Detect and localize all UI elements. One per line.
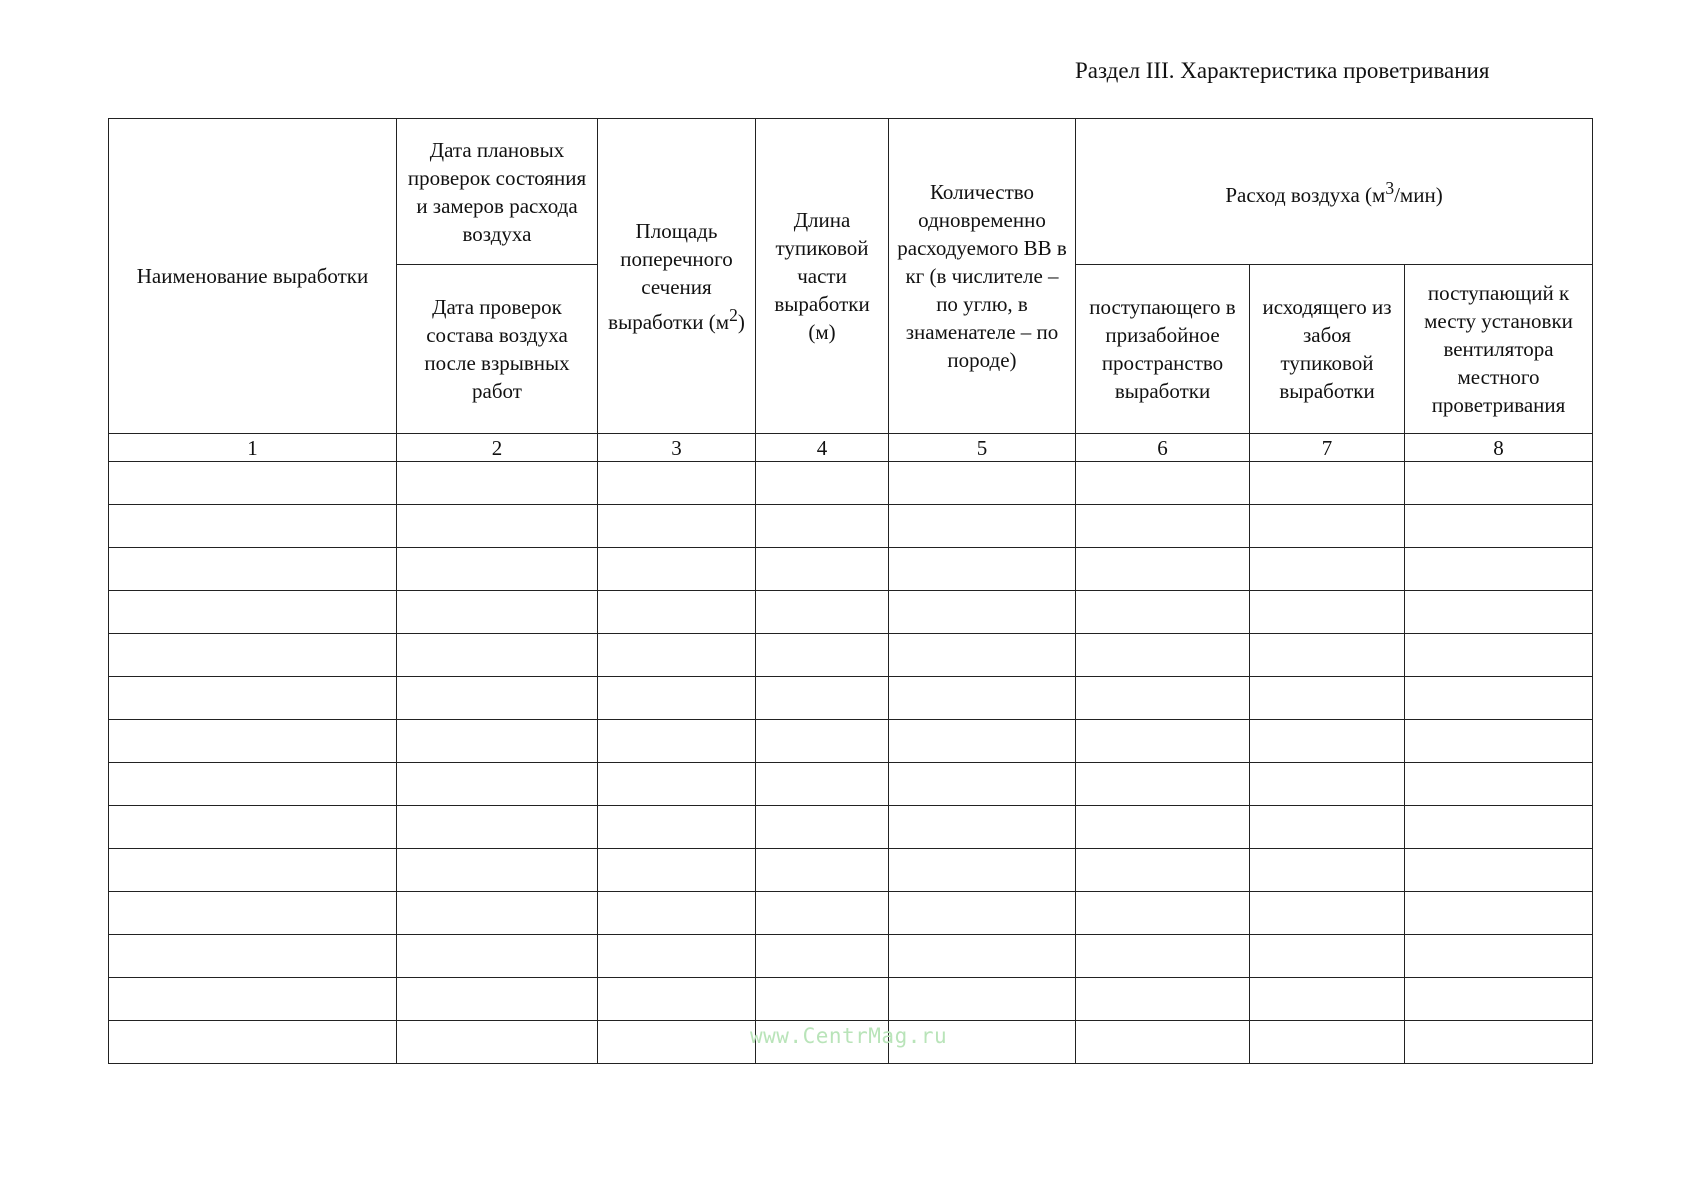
table-cell[interactable] <box>1250 763 1405 806</box>
table-cell[interactable] <box>109 591 397 634</box>
table-row <box>109 505 1593 548</box>
table-cell[interactable] <box>109 462 397 505</box>
table-cell[interactable] <box>1076 892 1250 935</box>
table-cell[interactable] <box>756 935 889 978</box>
table-cell[interactable] <box>756 634 889 677</box>
table-cell[interactable] <box>889 505 1076 548</box>
table-cell[interactable] <box>109 720 397 763</box>
table-row <box>109 462 1593 505</box>
table-cell[interactable] <box>1405 892 1593 935</box>
table-cell[interactable] <box>889 892 1076 935</box>
table-cell[interactable] <box>1250 462 1405 505</box>
table-cell[interactable] <box>756 978 889 1021</box>
table-row <box>109 849 1593 892</box>
table-cell[interactable] <box>889 462 1076 505</box>
header-working-name: Наименование выработки <box>109 119 397 434</box>
column-number: 5 <box>889 434 1076 462</box>
ventilation-table <box>108 118 1593 1064</box>
column-number: 7 <box>1250 434 1405 462</box>
table-cell[interactable] <box>109 548 397 591</box>
header-planned-checks-date: Дата плановых проверок состояния и замеров расхода воздуха <box>397 119 598 265</box>
table-cell[interactable] <box>1076 935 1250 978</box>
table-cell[interactable] <box>756 462 889 505</box>
table-cell[interactable] <box>109 634 397 677</box>
table-cell[interactable] <box>1076 548 1250 591</box>
table-cell[interactable] <box>109 935 397 978</box>
cross-section-label: Площадь поперечного сечения выработки (м <box>608 218 733 334</box>
table-cell[interactable] <box>397 720 598 763</box>
table-cell[interactable] <box>598 935 756 978</box>
table-cell[interactable] <box>889 720 1076 763</box>
table-cell[interactable] <box>1076 763 1250 806</box>
table-cell[interactable] <box>109 505 397 548</box>
column-number: 1 <box>109 434 397 462</box>
table-cell[interactable] <box>1250 1021 1405 1064</box>
table-cell[interactable] <box>109 806 397 849</box>
table-cell[interactable] <box>598 978 756 1021</box>
table-cell[interactable] <box>397 763 598 806</box>
header-air-incoming-face: поступающего в призабойное пространство выработки <box>1076 265 1250 434</box>
table-row <box>109 677 1593 720</box>
table-cell[interactable] <box>889 763 1076 806</box>
table-cell[interactable] <box>1405 978 1593 1021</box>
table-cell[interactable] <box>397 462 598 505</box>
table-cell[interactable] <box>1250 892 1405 935</box>
table-cell[interactable] <box>109 763 397 806</box>
table-cell[interactable] <box>1250 634 1405 677</box>
table-row <box>109 978 1593 1021</box>
table-cell[interactable] <box>1250 548 1405 591</box>
table-cell[interactable] <box>1405 634 1593 677</box>
air-flow-close: /мин) <box>1394 183 1443 207</box>
table-cell[interactable] <box>598 763 756 806</box>
header-explosives-amount: Количество одновременно расходуемого ВВ в кг (в числителе – по углю, в знаменателе – по породе) <box>889 119 1076 434</box>
table-cell[interactable] <box>1076 849 1250 892</box>
table-cell[interactable] <box>1405 806 1593 849</box>
table-cell[interactable] <box>1250 505 1405 548</box>
table-cell[interactable] <box>1250 935 1405 978</box>
table-cell[interactable] <box>397 978 598 1021</box>
table-cell[interactable] <box>1405 591 1593 634</box>
air-flow-sup: 3 <box>1385 178 1395 198</box>
table-cell[interactable] <box>598 1021 756 1064</box>
header-post-blast-checks-date: Дата проверок состава воздуха после взрывных работ <box>397 265 598 434</box>
table-cell[interactable] <box>1405 1021 1593 1064</box>
table-cell[interactable] <box>397 591 598 634</box>
table-cell[interactable] <box>1405 548 1593 591</box>
table-cell[interactable] <box>598 720 756 763</box>
column-number: 6 <box>1076 434 1250 462</box>
table-cell[interactable] <box>889 806 1076 849</box>
table-row <box>109 806 1593 849</box>
table-cell[interactable] <box>397 892 598 935</box>
table-cell[interactable] <box>1405 763 1593 806</box>
table-cell[interactable] <box>397 849 598 892</box>
column-number: 3 <box>598 434 756 462</box>
table-cell[interactable] <box>397 935 598 978</box>
table-cell[interactable] <box>397 1021 598 1064</box>
table-cell[interactable] <box>1076 720 1250 763</box>
table-cell[interactable] <box>889 591 1076 634</box>
table-cell[interactable] <box>1250 978 1405 1021</box>
section-title: Раздел III. Характеристика проветривания <box>1075 58 1490 83</box>
header-cross-section-area <box>598 119 756 434</box>
table-cell[interactable] <box>1250 720 1405 763</box>
table-cell[interactable] <box>1250 849 1405 892</box>
table-cell[interactable] <box>397 677 598 720</box>
table-cell[interactable] <box>1076 806 1250 849</box>
table-cell[interactable] <box>1076 677 1250 720</box>
table-cell[interactable] <box>756 892 889 935</box>
cross-section-close: ) <box>737 309 745 334</box>
table-cell[interactable] <box>109 892 397 935</box>
watermark: www.CentrMag.ru <box>750 1024 948 1048</box>
table-cell[interactable] <box>598 505 756 548</box>
header-dead-end-length: Длина тупиковой части выработки (м) <box>756 119 889 434</box>
table-cell[interactable] <box>1405 505 1593 548</box>
table-row <box>109 634 1593 677</box>
table-cell[interactable] <box>598 462 756 505</box>
table-cell[interactable] <box>889 978 1076 1021</box>
table-cell[interactable] <box>1250 677 1405 720</box>
table-cell[interactable] <box>397 505 598 548</box>
column-number: 2 <box>397 434 598 462</box>
table-cell[interactable] <box>756 548 889 591</box>
header-air-flow-group <box>1076 119 1593 265</box>
table-cell[interactable] <box>598 591 756 634</box>
table-cell[interactable] <box>397 634 598 677</box>
table-cell[interactable] <box>1250 806 1405 849</box>
air-flow-label: Расход воздуха (м <box>1225 183 1386 207</box>
table-cell[interactable] <box>1076 634 1250 677</box>
table-cell[interactable] <box>756 591 889 634</box>
table-row <box>109 548 1593 591</box>
table-cell[interactable] <box>1405 462 1593 505</box>
column-number: 4 <box>756 434 889 462</box>
table-cell[interactable] <box>598 892 756 935</box>
table-cell[interactable] <box>1076 978 1250 1021</box>
table-cell[interactable] <box>756 720 889 763</box>
table-cell[interactable] <box>889 548 1076 591</box>
table-cell[interactable] <box>756 806 889 849</box>
table-cell[interactable] <box>1405 849 1593 892</box>
column-number: 8 <box>1405 434 1593 462</box>
table-cell[interactable] <box>109 978 397 1021</box>
table-cell[interactable] <box>1076 462 1250 505</box>
table-row <box>109 892 1593 935</box>
header-air-outgoing-face: исходящего из забоя тупиковой выработки <box>1250 265 1405 434</box>
table-cell[interactable] <box>598 849 756 892</box>
table-cell[interactable] <box>397 806 598 849</box>
table-row <box>109 591 1593 634</box>
table-cell[interactable] <box>1076 505 1250 548</box>
table-cell[interactable] <box>397 548 598 591</box>
header-air-to-fan: поступающий к месту установки вентилятора местного проветривания <box>1405 265 1593 434</box>
table-cell[interactable] <box>1405 935 1593 978</box>
table-cell[interactable] <box>756 505 889 548</box>
table-cell[interactable] <box>889 849 1076 892</box>
column-numbers-row <box>109 434 1593 462</box>
table-row <box>109 720 1593 763</box>
table-cell[interactable] <box>1076 1021 1250 1064</box>
table-cell[interactable] <box>598 677 756 720</box>
table-cell[interactable] <box>756 849 889 892</box>
cross-section-sup: 2 <box>729 304 738 325</box>
table-cell[interactable] <box>1076 591 1250 634</box>
table-cell[interactable] <box>598 634 756 677</box>
table-row <box>109 763 1593 806</box>
table-cell[interactable] <box>889 634 1076 677</box>
table-cell[interactable] <box>598 548 756 591</box>
table-cell[interactable] <box>109 1021 397 1064</box>
table-cell[interactable] <box>1405 677 1593 720</box>
table-cell[interactable] <box>756 763 889 806</box>
table-cell[interactable] <box>889 935 1076 978</box>
table-cell[interactable] <box>1405 720 1593 763</box>
table-cell[interactable] <box>598 806 756 849</box>
table-cell[interactable] <box>109 677 397 720</box>
table-cell[interactable] <box>1250 591 1405 634</box>
table-cell[interactable] <box>109 849 397 892</box>
table-cell[interactable] <box>756 677 889 720</box>
table-cell[interactable] <box>889 677 1076 720</box>
table-row <box>109 935 1593 978</box>
